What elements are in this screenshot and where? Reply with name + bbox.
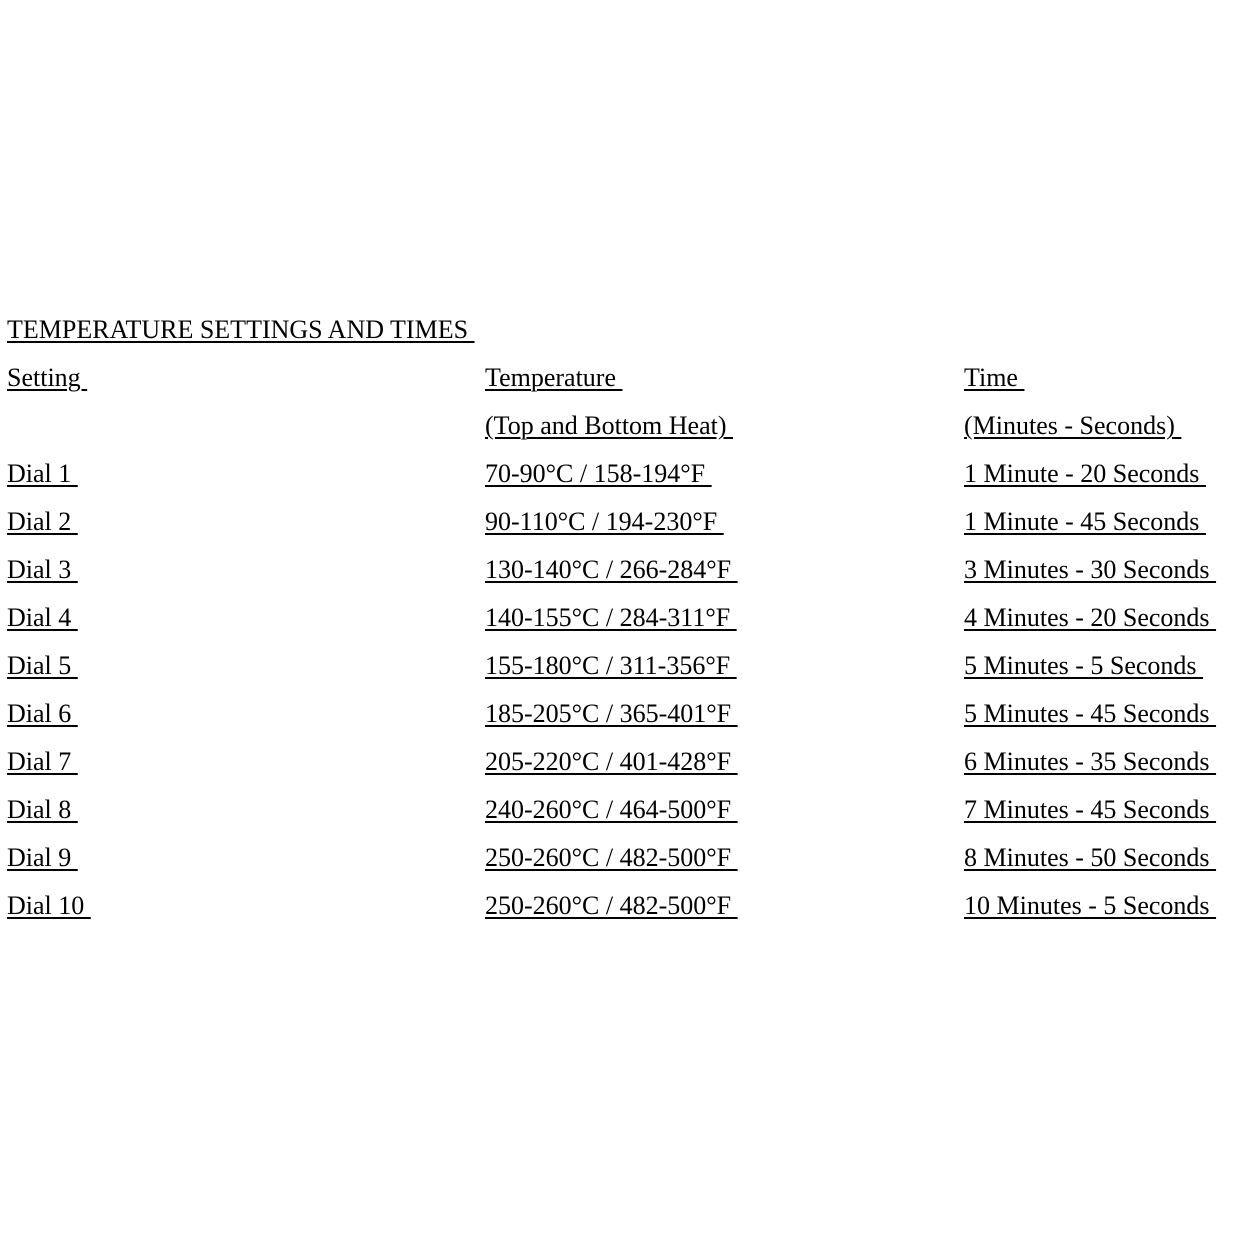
table-row [7, 841, 1237, 889]
document-title: TEMPERATURE SETTINGS AND TIMES [7, 315, 475, 344]
setting-cell: Dial 4 [7, 603, 78, 632]
header-temperature: Temperature [485, 363, 623, 392]
setting-cell: Dial 6 [7, 699, 78, 728]
header-setting: Setting [7, 363, 88, 392]
subheader-row [7, 409, 1237, 457]
time-cell: 5 Minutes - 45 Seconds [964, 699, 1217, 728]
temperature-cell: 70-90°C / 158-194°F [485, 459, 712, 488]
temperature-cell: 250-260°C / 482-500°F [485, 843, 738, 872]
time-cell: 10 Minutes - 5 Seconds [964, 891, 1217, 920]
setting-cell: Dial 8 [7, 795, 78, 824]
table-row [7, 505, 1237, 553]
table-row [7, 745, 1237, 793]
time-cell: 1 Minute - 45 Seconds [964, 507, 1206, 536]
temperature-cell: 250-260°C / 482-500°F [485, 891, 738, 920]
table-row [7, 553, 1237, 601]
temperature-cell: 155-180°C / 311-356°F [485, 651, 737, 680]
setting-cell: Dial 7 [7, 747, 78, 776]
header-time: Time [964, 363, 1025, 392]
time-cell: 7 Minutes - 45 Seconds [964, 795, 1217, 824]
table-row [7, 793, 1237, 841]
table-row [7, 601, 1237, 649]
table-row [7, 889, 1237, 937]
temperature-cell: 140-155°C / 284-311°F [485, 603, 737, 632]
setting-cell: Dial 9 [7, 843, 78, 872]
time-cell: 1 Minute - 20 Seconds [964, 459, 1206, 488]
temperature-cell: 130-140°C / 266-284°F [485, 555, 738, 584]
table-row [7, 457, 1237, 505]
time-cell: 4 Minutes - 20 Seconds [964, 603, 1217, 632]
setting-cell: Dial 3 [7, 555, 78, 584]
table-row [7, 649, 1237, 697]
setting-cell: Dial 2 [7, 507, 78, 536]
time-cell: 8 Minutes - 50 Seconds [964, 843, 1217, 872]
temperature-cell: 205-220°C / 401-428°F [485, 747, 738, 776]
temperature-cell: 90-110°C / 194-230°F [485, 507, 724, 536]
time-cell: 3 Minutes - 30 Seconds [964, 555, 1217, 584]
time-cell: 6 Minutes - 35 Seconds [964, 747, 1217, 776]
temperature-cell: 240-260°C / 464-500°F [485, 795, 738, 824]
temperature-cell: 185-205°C / 365-401°F [485, 699, 738, 728]
subheader-time: (Minutes - Seconds) [964, 411, 1182, 440]
temperature-settings-document [7, 313, 1237, 937]
subheader-temperature: (Top and Bottom Heat) [485, 411, 734, 440]
setting-cell: Dial 5 [7, 651, 78, 680]
table-row [7, 697, 1237, 745]
setting-cell: Dial 1 [7, 459, 78, 488]
time-cell: 5 Minutes - 5 Seconds [964, 651, 1204, 680]
setting-cell: Dial 10 [7, 891, 91, 920]
header-row [7, 361, 1237, 409]
